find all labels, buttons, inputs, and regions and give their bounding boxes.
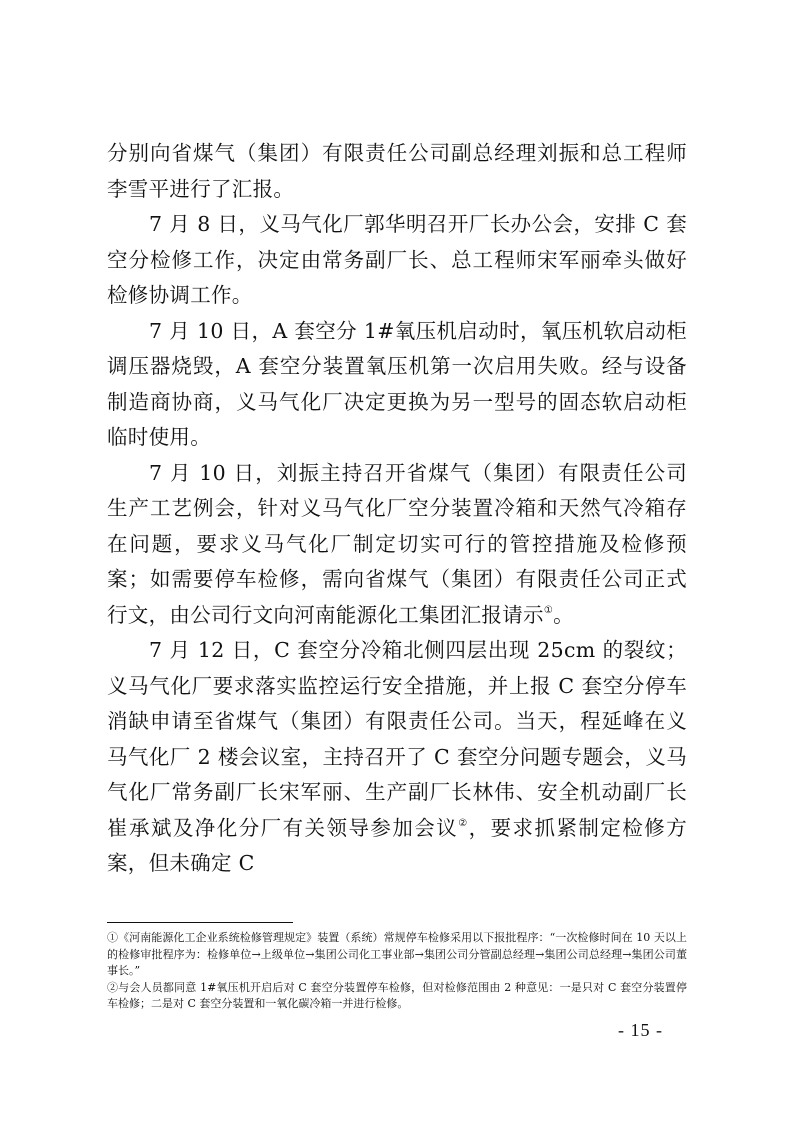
footnote: ①《河南能源化工企业系统检修管理规定》装置（系统）常规停车检修采用以下报批程序：“一次检修时间在 10 天以上的检修审批程序为：检修单位→上级单位→集团公司化工事业部→集团公司分管副总经理→集团公司总经理→集团公司董事长。” [107,931,687,977]
paragraph [107,314,687,456]
body-text [107,136,687,882]
paragraph-text-tail: 。 [553,602,574,627]
paragraph-text-tail: ，要求抓紧制定检修方案，但未确定 C [107,815,687,875]
paragraph-text: 7 月 10 日，A 套空分 1#氧压机启动时，氧压机软启动柜调压器烧毁，A 套空分装置氧压机第一次启用失败。经与设备制造商协商，义马气化厂决定更换为另一型号的固态软启动柜临时使用。 [107,318,687,449]
footnote-divider [107,922,293,923]
footnote-reference[interactable]: ① [543,604,554,616]
footnotes [107,930,687,1013]
paragraph [107,207,687,314]
footnote: ②与会人员都同意 1#氧压机开启后对 C 套空分装置停车检修，但对检修范围由 2 种意见：一是只对 C 套空分装置停车检修；二是对 C 套空分装置和一氧化碳冷箱一并进行检修。 [107,980,687,1010]
paragraph-text: 7 月 10 日，刘振主持召开省煤气（集团）有限责任公司生产工艺例会，针对义马气化厂空分装置冷箱和天然气冷箱存在问题，要求义马气化厂制定切实可行的管控措施及检修预案；如需要停车检修，需向省煤气（集团）有限责任公司正式行文，由公司行文向河南能源化工集团汇报请示 [107,460,687,627]
footnote-reference[interactable]: ② [458,817,469,829]
page-number: - 15 - [618,1020,663,1040]
paragraph-text: 7 月 12 日，C 套空分冷箱北侧四层出现 25cm 的裂纹；义马气化厂要求落实监控运行安全措施，并上报 C 套空分停车消缺申请至省煤气（集团）有限责任公司。当天，程延峰在义马气化厂 2 楼会议室，主持召开了 C 套空分问题专题会，义马气化厂常务副厂长宋军丽、生产副厂长林伟、安全机动副厂长崔承斌及净化分厂有关领导参加会议 [107,638,687,840]
paragraph [107,136,687,207]
paragraph-text: 分别向省煤气（集团）有限责任公司副总经理刘振和总工程师李雪平进行了汇报。 [107,141,687,201]
paragraph [107,456,687,634]
paragraph-text: 7 月 8 日，义马气化厂郭华明召开厂长办公会，安排 C 套空分检修工作，决定由常务副厂长、总工程师宋军丽牵头做好检修协调工作。 [107,212,687,307]
paragraph [107,633,687,882]
